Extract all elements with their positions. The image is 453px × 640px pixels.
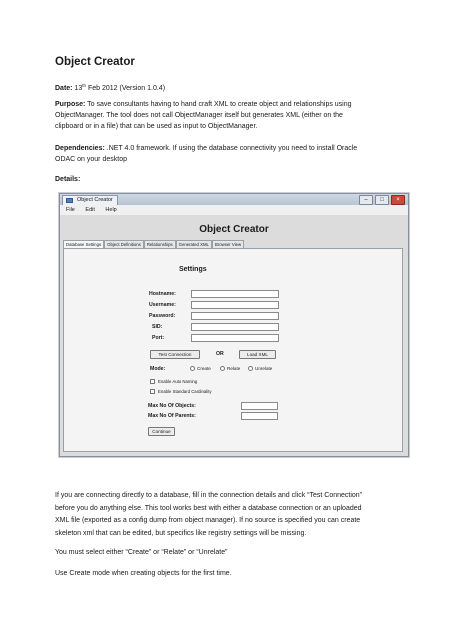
dependencies-line-2: ODAC on your desktop — [55, 156, 127, 163]
menu-edit[interactable]: Edit — [85, 207, 95, 213]
window-titlebar — [60, 194, 408, 205]
minimize-button[interactable]: – — [359, 195, 373, 205]
menu-bar — [60, 205, 408, 215]
settings-heading: Settings — [179, 266, 207, 273]
para1-line-4: skeleton xml that can be edited, but specifics like registry settings will be missing. — [55, 529, 307, 537]
maximize-button[interactable]: □ — [375, 195, 389, 205]
purpose-line-3: clipboard or in a file) that can be used as input to ObjectManager. — [55, 123, 258, 130]
app-icon — [66, 198, 73, 203]
relate-radio-label: Relate — [227, 366, 241, 371]
date-day: 13 — [74, 85, 83, 92]
dependencies-paragraph — [55, 143, 400, 165]
auto-naming-checkbox[interactable] — [150, 379, 155, 384]
password-field[interactable] — [191, 312, 279, 320]
standard-cardinality-checkbox[interactable] — [150, 389, 155, 394]
menu-file[interactable]: File — [66, 207, 75, 213]
tab-strip — [63, 240, 244, 248]
max-parents-field[interactable] — [241, 412, 278, 420]
settings-panel — [63, 248, 403, 452]
tab-browser-view[interactable]: Browser View — [212, 240, 244, 248]
username-field[interactable] — [191, 301, 279, 309]
unrelate-radio[interactable] — [248, 366, 253, 371]
para1-line-2: before you do anything else. This tool works best with either a database connection or an uploaded — [55, 504, 362, 512]
menu-help[interactable]: Help — [105, 207, 117, 213]
test-connection-button[interactable]: Test Connection — [150, 350, 200, 359]
continue-button[interactable]: Continue — [148, 427, 175, 436]
purpose-label: Purpose: — [55, 101, 86, 108]
tab-generated-xml[interactable]: Generated XML — [176, 240, 212, 248]
tab-relationships[interactable]: Relationships — [144, 240, 176, 248]
create-mode-paragraph: Use Create mode when creating objects for the first time. — [55, 570, 232, 577]
sid-label: SID: — [152, 324, 163, 330]
unrelate-radio-label: Unrelate — [255, 366, 273, 371]
details-label: Details: — [55, 176, 81, 183]
purpose-line-1: To save consultants having to hand craft XML to create object and relationships using — [87, 101, 352, 108]
standard-cardinality-label: Enable Standard Cardinality — [158, 389, 212, 394]
purpose-paragraph — [55, 99, 400, 132]
dependencies-line-1: .NET 4.0 framework. If using the database connectivity you need to install Oracle — [106, 145, 358, 152]
object-creator-window — [59, 193, 409, 457]
details-heading — [55, 174, 400, 185]
load-xml-button[interactable]: Load XML — [239, 350, 276, 359]
para1-line-1: If you are connecting directly to a database, fill in the connection details and click “Test Connection” — [55, 492, 363, 499]
relate-radio[interactable] — [220, 366, 225, 371]
auto-naming-label: Enable Auto Naming — [158, 379, 198, 384]
dependencies-label: Dependencies: — [55, 145, 105, 152]
window-controls — [359, 195, 405, 205]
create-radio-label: Create — [197, 366, 211, 371]
hostname-field[interactable] — [191, 290, 279, 298]
close-button[interactable]: × — [391, 195, 405, 205]
username-label: Username: — [149, 302, 176, 308]
mode-label: Mode: — [150, 366, 166, 372]
document-title: Object Creator — [55, 56, 135, 68]
date-line — [55, 80, 400, 94]
sid-field[interactable] — [191, 323, 279, 331]
window-title: Object Creator — [77, 197, 113, 203]
tab-object-definitions[interactable]: Object Definitions — [104, 240, 144, 248]
max-parents-label: Max No Of Parents: — [148, 413, 196, 419]
max-objects-label: Max No Of Objects: — [148, 403, 196, 409]
hostname-label: Hostname: — [149, 291, 176, 297]
create-radio[interactable] — [190, 366, 195, 371]
purpose-line-2: ObjectManager. The tool does not call ObjectManager itself but generates XML (either on the — [55, 112, 343, 119]
window-title-tab[interactable] — [62, 195, 118, 205]
port-field[interactable] — [191, 334, 279, 342]
password-label: Password: — [149, 313, 176, 319]
port-label: Port: — [152, 335, 165, 341]
date-suffix: th — [82, 83, 87, 88]
date-label: Date: — [55, 85, 73, 92]
or-label: OR — [216, 351, 224, 357]
app-title: Object Creator — [199, 224, 269, 235]
tab-database-settings[interactable]: Database Settings — [63, 240, 104, 249]
connection-paragraph — [55, 490, 400, 540]
mode-selection-paragraph: You must select either “Create” or “Relate” or “Unrelate” — [55, 549, 228, 556]
date-rest: Feb 2012 (Version 1.0.4) — [87, 85, 166, 92]
para1-line-3: XML file (exported as a config dump from object manager). If no source is specified you can create — [55, 517, 361, 524]
max-objects-field[interactable] — [241, 402, 278, 410]
